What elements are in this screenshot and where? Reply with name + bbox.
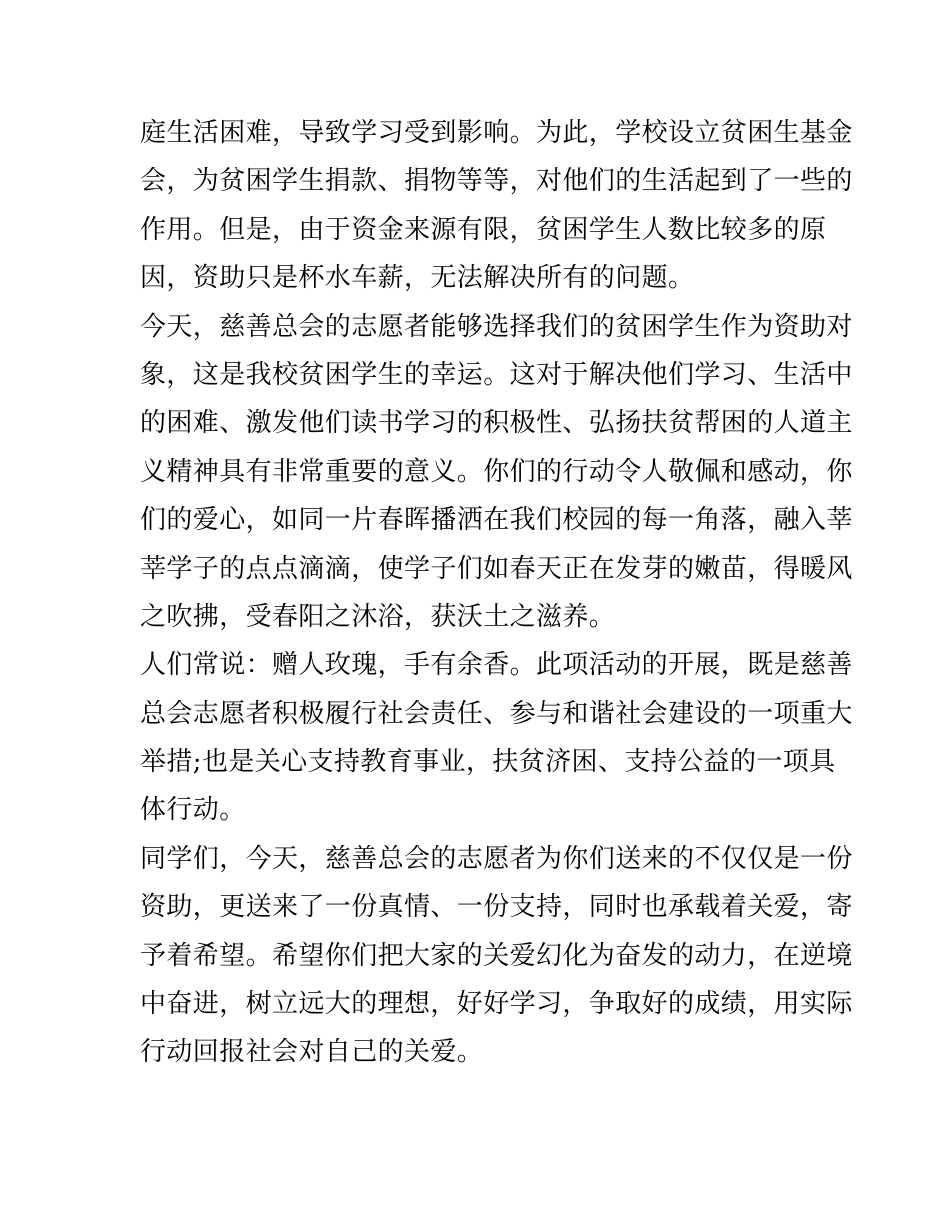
text-line: 因，资助只是杯水车薪，无法解决所有的问题。 <box>140 263 695 294</box>
text-line: 义精神具有非常重要的意义。你们的行动令人敬佩和感动，你 <box>140 456 853 487</box>
text-line: 行动回报社会对自己的关爱。 <box>140 1037 484 1068</box>
text-line: 今天，慈善总会的志愿者能够选择我们的贫困学生作为资助对 <box>140 311 853 342</box>
text-line: 总会志愿者积极履行社会责任、参与和谐社会建设的一项重大 <box>140 698 853 729</box>
document-body <box>140 109 853 1077</box>
text-line: 举措;也是关心支持教育事业，扶贫济困、支持公益的一项具 <box>140 747 836 778</box>
paragraph-1 <box>140 109 853 303</box>
paragraph-2 <box>140 303 853 642</box>
text-line: 中奋进，树立远大的理想，好好学习，争取好的成绩，用实际 <box>140 989 853 1020</box>
text-line: 象，这是我校贫困学生的幸运。这对于解决他们学习、生活中 <box>140 359 853 390</box>
text-line: 之吹拂，受春阳之沐浴，获沃土之滋养。 <box>140 601 616 632</box>
text-line: 体行动。 <box>140 795 246 826</box>
text-line: 资助，更送来了一份真情、一份支持，同时也承载着关爱，寄 <box>140 892 853 923</box>
paragraph-4 <box>140 835 853 1077</box>
text-line: 作用。但是，由于资金来源有限，贫困学生人数比较多的原 <box>140 214 827 245</box>
text-line: 庭生活困难，导致学习受到影响。为此，学校设立贫困生基金 <box>140 118 853 148</box>
text-line: 会，为贫困学生捐款、捐物等等，对他们的生活起到了一些的 <box>140 166 853 197</box>
text-line: 予着希望。希望你们把大家的关爱幻化为奋发的动力，在逆境 <box>140 940 853 971</box>
paragraph-3 <box>140 641 853 835</box>
text-line: 们的爱心，如同一片春晖播洒在我们校园的每一角落，融入莘 <box>140 505 853 536</box>
text-line: 的困难、激发他们读书学习的积极性、弘扬扶贫帮困的人道主 <box>140 408 853 439</box>
text-line: 同学们，今天，慈善总会的志愿者为你们送来的不仅仅是一份 <box>140 843 853 874</box>
text-line: 莘学子的点点滴滴，使学子们如春天正在发芽的嫩苗，得暖风 <box>140 553 853 584</box>
text-line: 人们常说：赠人玫瑰，手有余香。此项活动的开展，既是慈善 <box>140 650 853 681</box>
